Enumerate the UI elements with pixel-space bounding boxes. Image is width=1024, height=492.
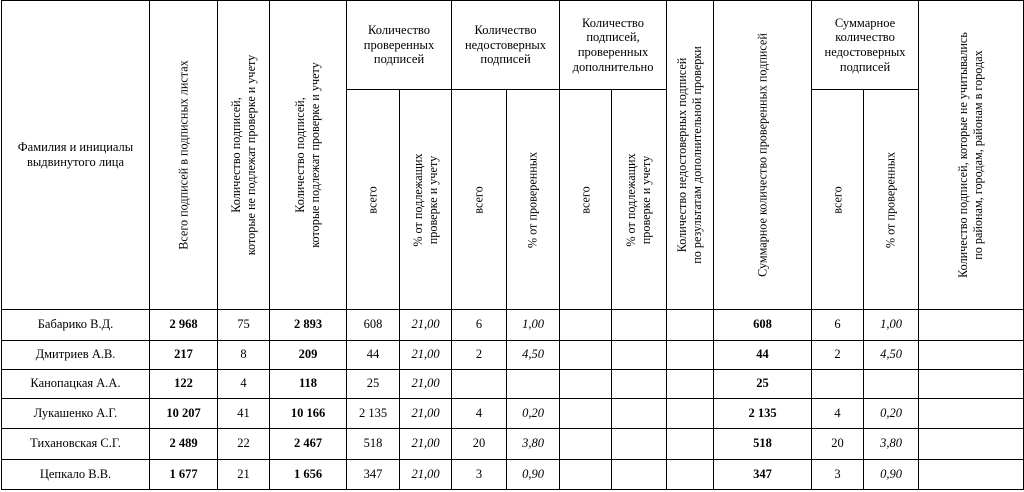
- cell-total-invalid-total: 2: [812, 340, 864, 369]
- header-candidate-name: Фамилия и инициалы выдвинутого лица: [2, 1, 150, 310]
- cell-invalid-by-additional: [667, 459, 714, 490]
- cell-signatures-not-counted: [919, 310, 1024, 341]
- cell-invalid-total: 3: [452, 459, 507, 490]
- table-row: [2, 310, 1024, 341]
- header-checked-percent-label: % от подлежащих проверке и учету: [410, 152, 440, 247]
- cell-total-signatures-in-sheets: 1 677: [150, 459, 218, 490]
- cell-checked-total: 518: [347, 429, 400, 460]
- cell-total-invalid-percent: 0,20: [864, 398, 919, 429]
- table-row: [2, 340, 1024, 369]
- header-group-invalid-signatures: Количество недостоверных подписей: [452, 1, 560, 90]
- cell-total-invalid-total: 3: [812, 459, 864, 490]
- cell-additional-percent: [612, 340, 667, 369]
- cell-additional-total: [560, 398, 612, 429]
- cell-signatures-not-counted: [919, 398, 1024, 429]
- header-group-additionally-checked-signatures: Количество подписей, проверенных дополнительно: [560, 1, 667, 90]
- header-invalid-total: [452, 90, 507, 310]
- cell-invalid-percent: 1,00: [507, 310, 560, 341]
- header-additional-percent-label: % от подлежащих проверке и учету: [623, 152, 654, 247]
- cell-signatures-subject: 118: [270, 369, 347, 398]
- cell-invalid-by-additional: [667, 429, 714, 460]
- cell-signatures-not-subject: 22: [218, 429, 270, 460]
- cell-invalid-by-additional: [667, 369, 714, 398]
- header-additional-percent-of-subject: [612, 90, 667, 310]
- cell-signatures-not-subject: 75: [218, 310, 270, 341]
- cell-checked-total: 44: [347, 340, 400, 369]
- cell-checked-percent: 21,00: [400, 398, 452, 429]
- cell-additional-total: [560, 429, 612, 460]
- cell-additional-total: [560, 369, 612, 398]
- header-signatures-not-subject-to-verification: [218, 1, 270, 310]
- header-additional-total: [560, 90, 612, 310]
- cell-invalid-total: 6: [452, 310, 507, 341]
- cell-invalid-total: 2: [452, 340, 507, 369]
- cell-invalid-total: 20: [452, 429, 507, 460]
- cell-total-checked: 44: [714, 340, 812, 369]
- table-row: [2, 369, 1024, 398]
- cell-total-invalid-total: [812, 369, 864, 398]
- header-total-invalid-percent-of-checked: [864, 90, 919, 310]
- cell-total-invalid-percent: 1,00: [864, 310, 919, 341]
- cell-checked-percent: 21,00: [400, 429, 452, 460]
- header-signatures-not-subject-label: Количество подписей, которые не подлежат проверке и учету: [228, 54, 258, 256]
- cell-total-signatures-in-sheets: 2 968: [150, 310, 218, 341]
- cell-total-checked: 2 135: [714, 398, 812, 429]
- cell-signatures-subject: 2 893: [270, 310, 347, 341]
- header-invalid-percent-label: % от проверенных: [525, 151, 540, 248]
- cell-signatures-not-counted: [919, 340, 1024, 369]
- header-row-groups: [2, 1, 1024, 90]
- cell-total-invalid-percent: 0,90: [864, 459, 919, 490]
- header-total-invalid-percent-label: % от проверенных: [883, 151, 898, 248]
- header-total-invalid-total-label: всего: [829, 185, 844, 214]
- header-total-signatures-in-sheets-label: Всего подписей в подписных листах: [175, 60, 190, 250]
- cell-additional-total: [560, 459, 612, 490]
- cell-signatures-subject: 2 467: [270, 429, 347, 460]
- cell-invalid-percent: [507, 369, 560, 398]
- cell-invalid-total: [452, 369, 507, 398]
- header-total-invalid-total: [812, 90, 864, 310]
- cell-invalid-percent: 4,50: [507, 340, 560, 369]
- cell-candidate-name: Канопацкая А.А.: [2, 369, 150, 398]
- cell-signatures-subject: 1 656: [270, 459, 347, 490]
- cell-candidate-name: Дмитриев А.В.: [2, 340, 150, 369]
- header-invalid-percent-of-checked: [507, 90, 560, 310]
- cell-total-invalid-total: 4: [812, 398, 864, 429]
- cell-invalid-by-additional: [667, 340, 714, 369]
- header-group-total-invalid-signatures: Суммарное количество недостоверных подписей: [812, 1, 919, 90]
- cell-invalid-percent: 3,80: [507, 429, 560, 460]
- cell-checked-total: 608: [347, 310, 400, 341]
- header-total-checked-signatures-label: Суммарное количество проверенных подписей: [754, 33, 769, 277]
- cell-additional-percent: [612, 369, 667, 398]
- cell-total-checked: 347: [714, 459, 812, 490]
- cell-checked-total: 347: [347, 459, 400, 490]
- header-total-signatures-in-sheets: [150, 1, 218, 310]
- header-invalid-by-additional-check: [667, 1, 714, 310]
- cell-signatures-not-counted: [919, 369, 1024, 398]
- cell-total-checked: 608: [714, 310, 812, 341]
- cell-total-invalid-percent: 3,80: [864, 429, 919, 460]
- header-checked-total-label: всего: [365, 185, 380, 214]
- header-invalid-by-additional-check-label: Количество недостоверных подписей по результатам дополнительной проверки: [674, 46, 705, 264]
- cell-additional-total: [560, 340, 612, 369]
- cell-additional-percent: [612, 429, 667, 460]
- cell-candidate-name: Тихановская С.Г.: [2, 429, 150, 460]
- cell-total-invalid-total: 20: [812, 429, 864, 460]
- cell-total-invalid-percent: 4,50: [864, 340, 919, 369]
- cell-additional-total: [560, 310, 612, 341]
- cell-total-checked: 518: [714, 429, 812, 460]
- cell-additional-percent: [612, 398, 667, 429]
- cell-signatures-not-subject: 8: [218, 340, 270, 369]
- cell-total-invalid-percent: [864, 369, 919, 398]
- cell-checked-percent: 21,00: [400, 340, 452, 369]
- header-checked-total: [347, 90, 400, 310]
- table-row: [2, 459, 1024, 490]
- cell-signatures-not-subject: 21: [218, 459, 270, 490]
- cell-checked-percent: 21,00: [400, 459, 452, 490]
- cell-total-signatures-in-sheets: 2 489: [150, 429, 218, 460]
- cell-candidate-name: Лукашенко А.Г.: [2, 398, 150, 429]
- cell-signatures-not-counted: [919, 429, 1024, 460]
- header-signatures-not-counted-by-district: [919, 1, 1024, 310]
- cell-signatures-not-counted: [919, 459, 1024, 490]
- header-checked-percent-of-subject: [400, 90, 452, 310]
- cell-candidate-name: Цепкало В.В.: [2, 459, 150, 490]
- cell-candidate-name: Бабарико В.Д.: [2, 310, 150, 341]
- cell-total-checked: 25: [714, 369, 812, 398]
- cell-signatures-not-subject: 41: [218, 398, 270, 429]
- cell-checked-percent: 21,00: [400, 369, 452, 398]
- header-group-checked-signatures: Количество проверенных подписей: [347, 1, 452, 90]
- table-row: [2, 429, 1024, 460]
- header-signatures-not-counted-label: Количество подписей, которые не учитывались по районам, городам, районам в городах: [955, 32, 986, 278]
- cell-additional-percent: [612, 459, 667, 490]
- cell-signatures-subject: 209: [270, 340, 347, 369]
- header-signatures-subject-to-verification: [270, 1, 347, 310]
- cell-total-signatures-in-sheets: 217: [150, 340, 218, 369]
- header-invalid-total-label: всего: [471, 185, 486, 214]
- header-signatures-subject-label: Количество подписей, которые подлежат проверке и учету: [292, 62, 322, 248]
- cell-total-signatures-in-sheets: 122: [150, 369, 218, 398]
- table-row: [2, 398, 1024, 429]
- cell-additional-percent: [612, 310, 667, 341]
- cell-checked-total: 2 135: [347, 398, 400, 429]
- cell-checked-total: 25: [347, 369, 400, 398]
- signature-verification-table: [1, 0, 1024, 490]
- cell-total-signatures-in-sheets: 10 207: [150, 398, 218, 429]
- cell-invalid-total: 4: [452, 398, 507, 429]
- cell-invalid-by-additional: [667, 398, 714, 429]
- cell-signatures-subject: 10 166: [270, 398, 347, 429]
- cell-invalid-percent: 0,90: [507, 459, 560, 490]
- cell-total-invalid-total: 6: [812, 310, 864, 341]
- header-total-checked-signatures: [714, 1, 812, 310]
- cell-checked-percent: 21,00: [400, 310, 452, 341]
- cell-invalid-percent: 0,20: [507, 398, 560, 429]
- cell-signatures-not-subject: 4: [218, 369, 270, 398]
- cell-invalid-by-additional: [667, 310, 714, 341]
- header-additional-total-label: всего: [577, 185, 592, 214]
